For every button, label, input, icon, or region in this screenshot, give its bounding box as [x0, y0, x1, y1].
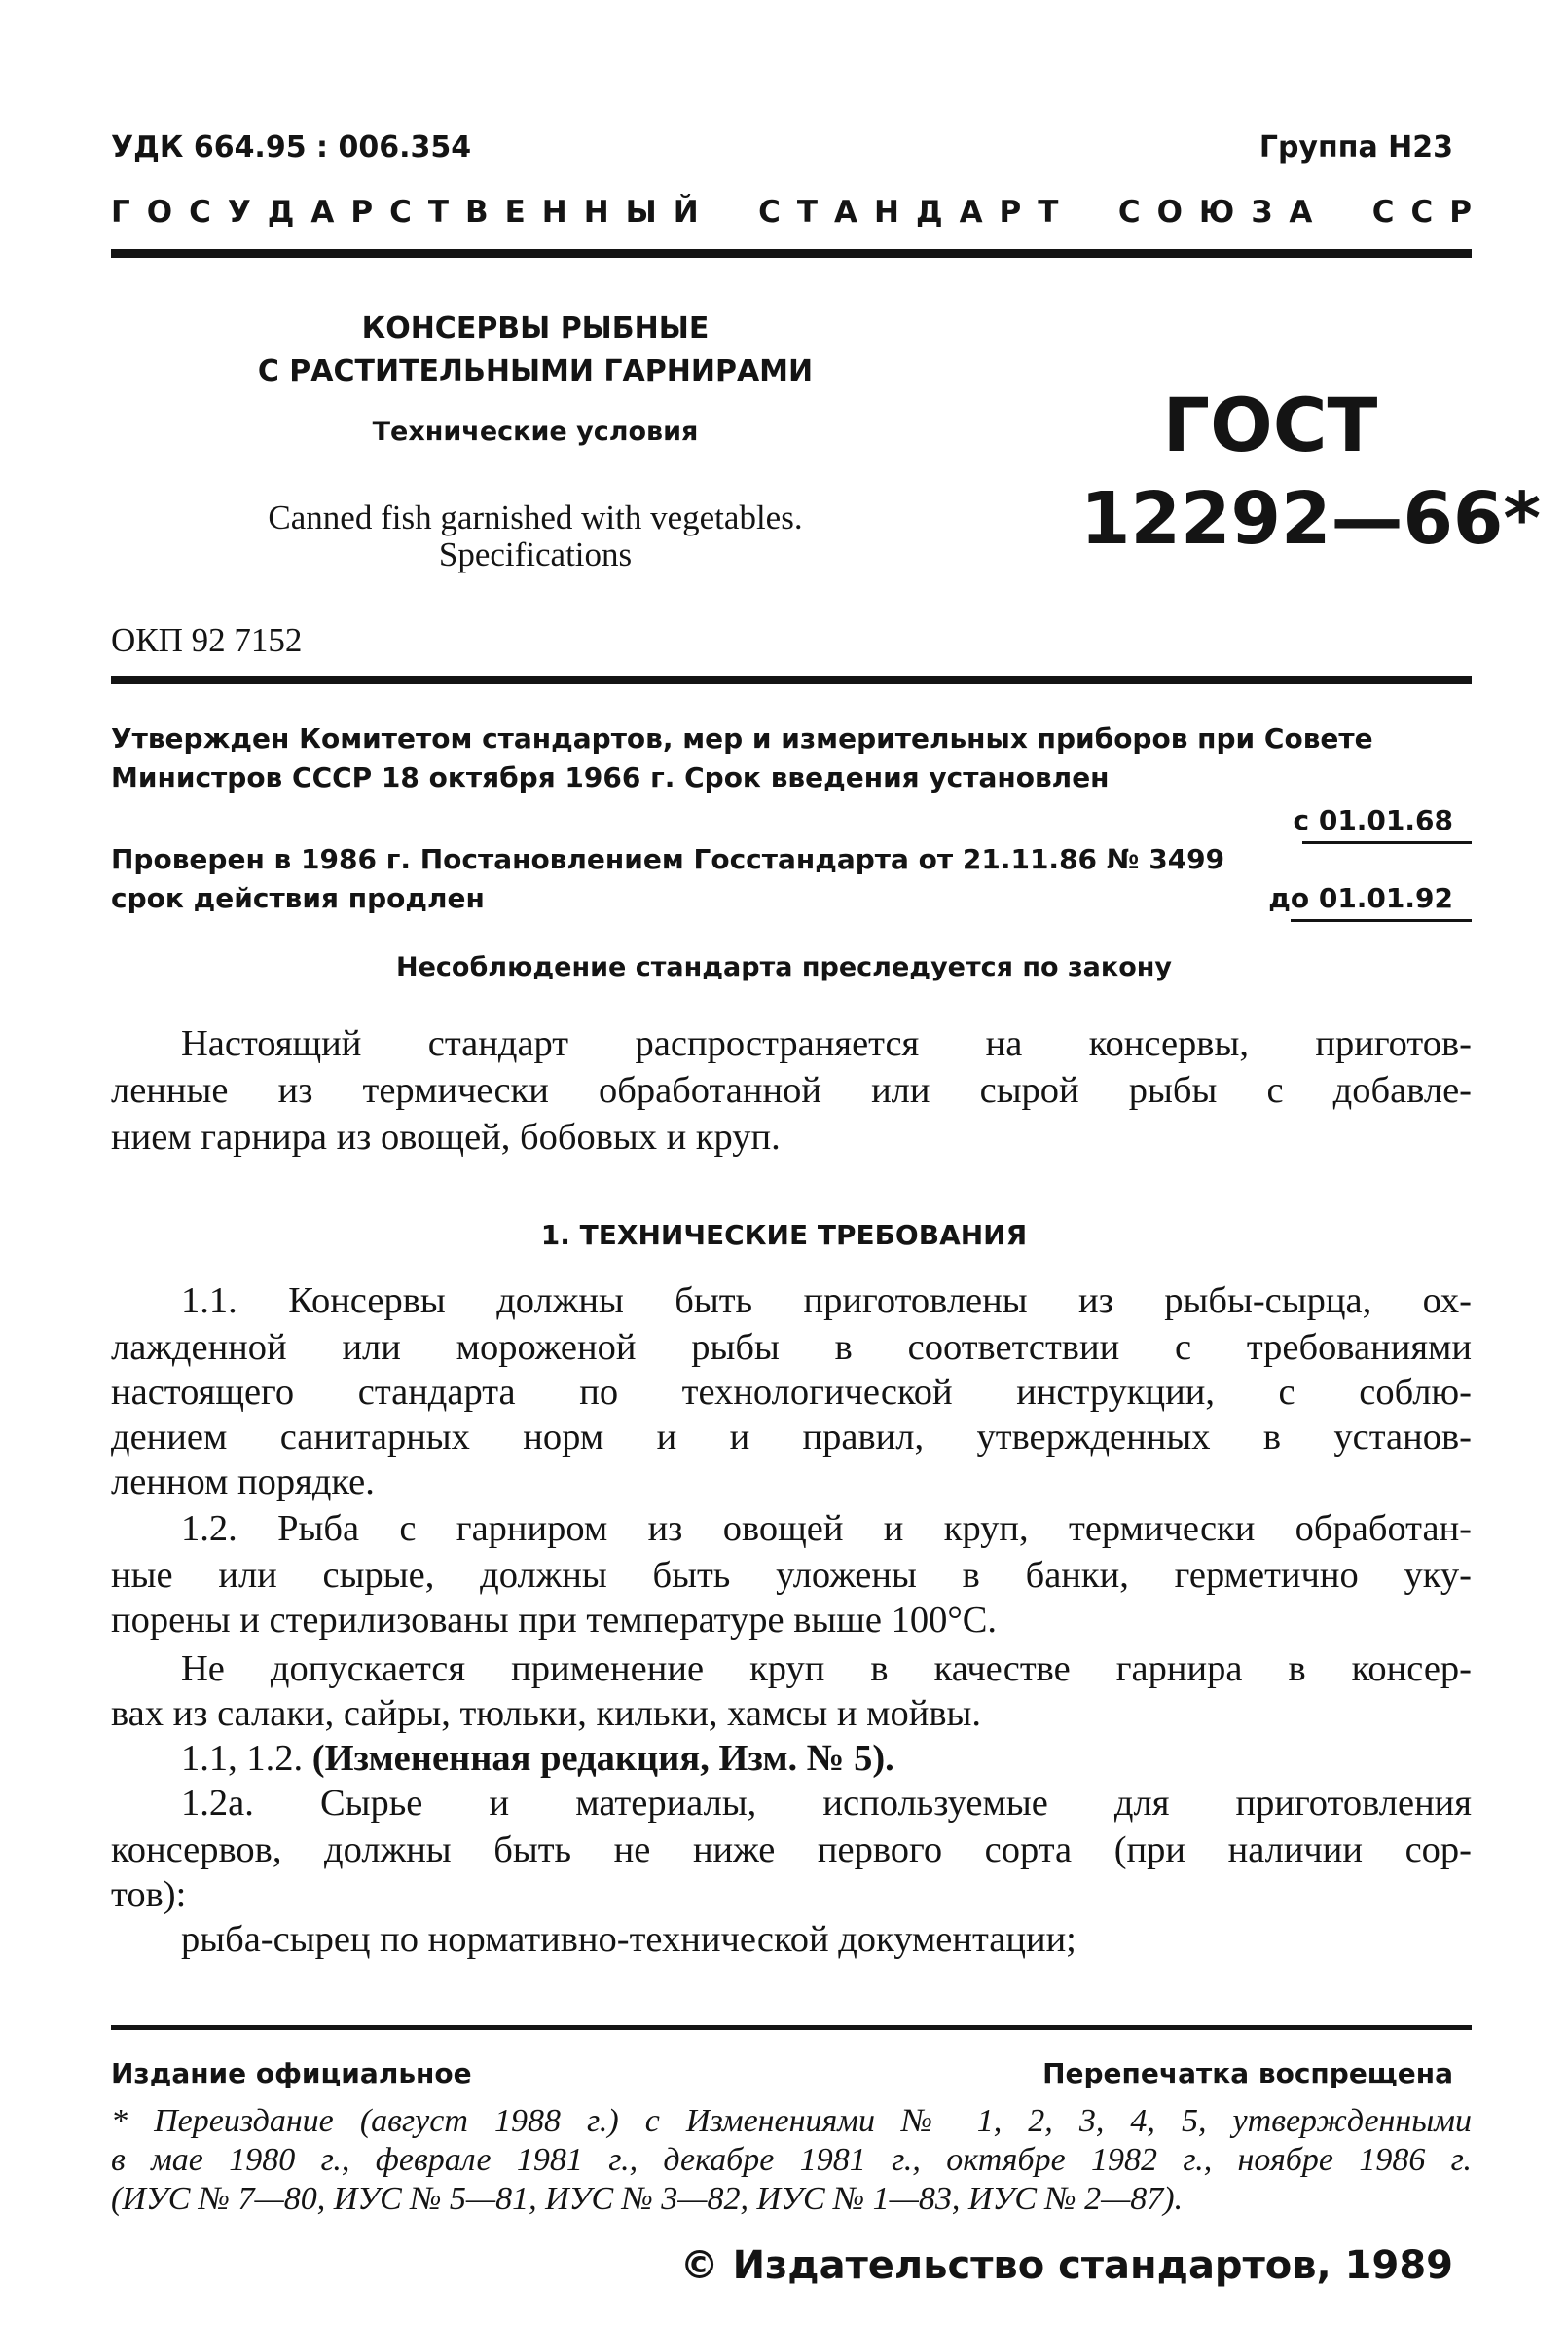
udk-code: УДК 664.95 : 006.354 — [111, 130, 472, 165]
checked-line-1: Проверен в 1986 г. Постановлением Госстандарта от 21.11.86 № 3499 — [111, 843, 1225, 875]
legal-warning: Несоблюдение стандарта преследуется по закону — [395, 952, 1173, 982]
group-code: Группа Н23 — [1258, 130, 1453, 165]
expiry-date: до 01.01.92 — [1268, 882, 1453, 914]
reprint-prohibited: Перепечатка воспрещена — [1042, 2057, 1453, 2089]
section-heading: 1. ТЕХНИЧЕСКИЕ ТРЕБОВАНИЯ — [540, 1219, 1028, 1251]
amendment-bold: (Измененная редакция, Изм. № 5). — [311, 1738, 894, 1779]
intro-line-3: нием гарнира из овощей, бобовых и круп. — [111, 1117, 781, 1158]
p11-line-1: 1.1. Консервы должны быть приготовлены из рыбы-сырца, ох- — [181, 1280, 1472, 1321]
approval-line-2: Министров СССР 18 октября 1966 г. Срок введения установлен — [111, 761, 1110, 793]
gost-number: 12292—66* — [1080, 477, 1542, 561]
english-title-line-1: Canned fish garnished with vegetables. — [268, 498, 803, 536]
title-line-1: КОНСЕРВЫ РЫБНЫЕ — [361, 312, 710, 346]
banner-word-1: ГОСУДАРСТВЕННЫЙ — [111, 195, 715, 230]
approval-line-1: Утвержден Комитетом стандартов, мер и измерительных приборов при Совете — [111, 722, 1373, 755]
effective-date: с 01.01.68 — [1293, 804, 1453, 836]
intro-line-2: ленные из термически обработанной или сырой рыбы с добавле- — [111, 1070, 1472, 1111]
p12b-line-1: Не допускается применение круп в качестве гарнира в консер- — [181, 1648, 1472, 1689]
banner-word-4: ССР — [1371, 195, 1488, 230]
p12a-line-3: тов): — [111, 1874, 187, 1915]
okp-code: ОКП 92 7152 — [111, 621, 303, 659]
gost-label: ГОСТ — [1162, 382, 1378, 468]
intro-line-1: Настоящий стандарт распространяется на консервы, приготов- — [181, 1023, 1472, 1064]
copyright: © Издательство стандартов, 1989 — [679, 2243, 1453, 2288]
title-subtitle: Технические условия — [372, 417, 699, 447]
p11-line-2: лажденной или мороженой рыбы в соответствии с требованиями — [111, 1327, 1472, 1368]
p12-line-1: 1.2. Рыба с гарниром из овощей и круп, термически обработан- — [181, 1508, 1472, 1549]
banner-word-2: СТАНДАРТ — [758, 195, 1076, 230]
expiry-date-underline — [1291, 919, 1472, 922]
p11-line-3: настоящего стандарта по технологической инструкции, с соблю- — [111, 1372, 1472, 1413]
checked-line-2: срок действия продлен — [111, 882, 485, 914]
p11-line-4: дением санитарных норм и и правил, утвержденных в установ- — [111, 1417, 1472, 1458]
p-last-line: рыба-сырец по нормативно-технической документации; — [181, 1919, 1076, 1960]
approval-thick-rule — [111, 676, 1472, 684]
amendment-prefix: 1.1, 1.2. — [181, 1738, 312, 1779]
reissue-note-line-1: * Переиздание (август 1988 г.) с Изменениями № 1, 2, 3, 4, 5, утвержденными — [111, 2103, 1472, 2139]
p12a-line-1: 1.2а. Сырье и материалы, используемые для приготовления — [181, 1783, 1472, 1824]
amendment-note — [181, 1737, 894, 1780]
top-thick-rule — [111, 249, 1472, 258]
p12b-line-2: вах из салаки, сайры, тюльки, кильки, хамсы и мойвы. — [111, 1693, 982, 1734]
p12a-line-2: консервов, должны быть не ниже первого сорта (при наличии сор- — [111, 1829, 1472, 1870]
effective-date-underline — [1302, 841, 1472, 844]
reissue-note-line-3: (ИУС № 7—80, ИУС № 5—81, ИУС № 3—82, ИУС № 1—83, ИУС № 2—87). — [111, 2181, 1184, 2217]
banner-word-3: СОЮЗА — [1117, 195, 1330, 230]
p12-line-3: порены и стерилизованы при температуре выше 100°С. — [111, 1600, 998, 1641]
reissue-note-line-2: в мае 1980 г., феврале 1981 г., декабре 1981 г., октябре 1982 г., ноябре 1986 г. — [111, 2142, 1472, 2178]
official-edition: Издание официальное — [111, 2057, 472, 2089]
footer-rule — [111, 2025, 1472, 2030]
state-standard-banner — [111, 195, 1488, 230]
p11-line-5: ленном порядке. — [111, 1461, 375, 1502]
title-line-2: С РАСТИТЕЛЬНЫМИ ГАРНИРАМИ — [257, 354, 814, 388]
p12-line-2: ные или сырые, должны быть уложены в банки, герметично уку- — [111, 1555, 1472, 1596]
english-title-line-2: Specifications — [438, 535, 633, 573]
